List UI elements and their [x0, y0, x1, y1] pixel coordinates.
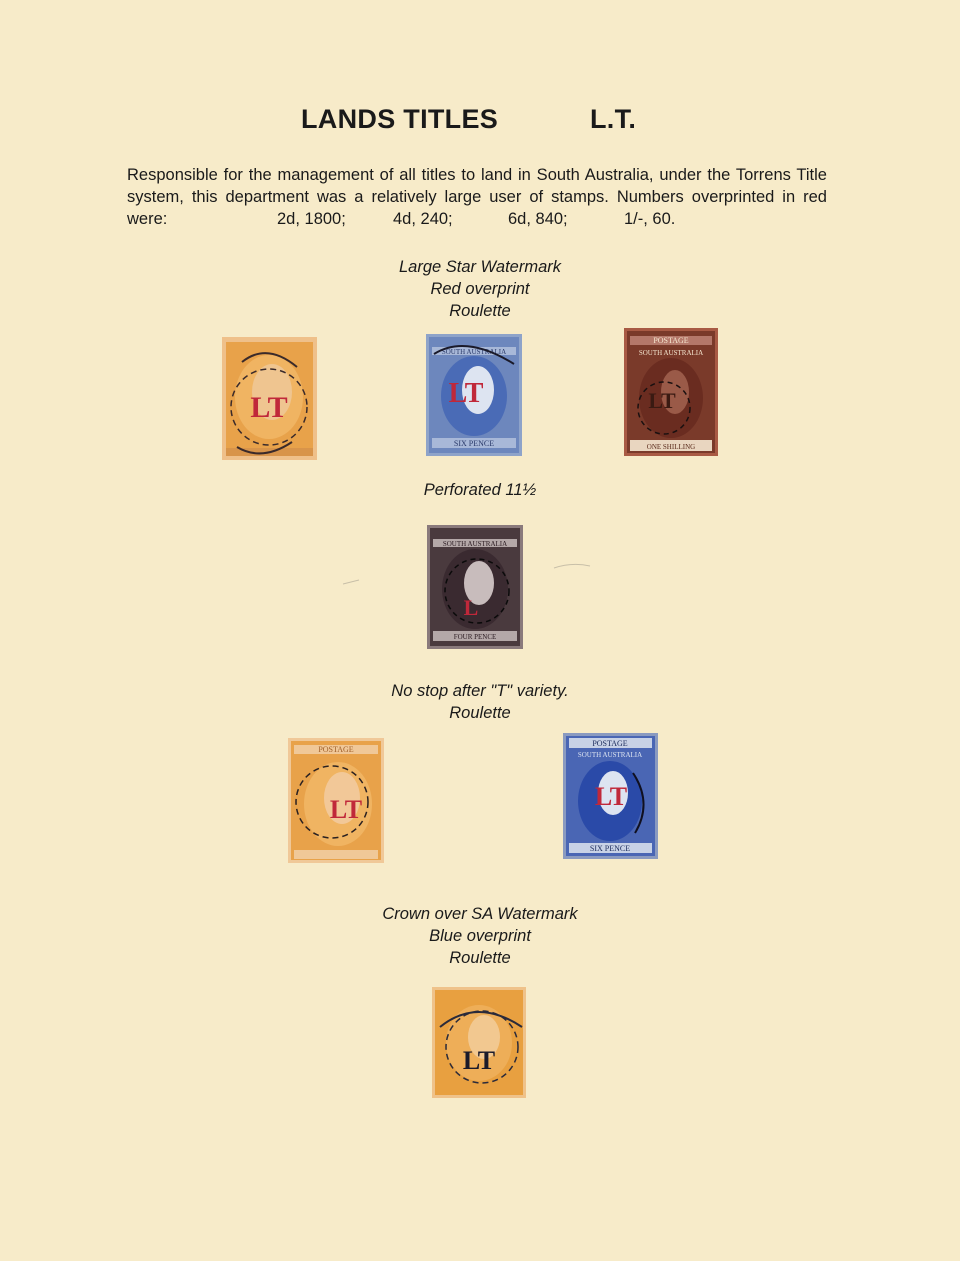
stamp-image — [432, 987, 526, 1098]
lt-overprint: LT — [648, 388, 676, 413]
stamp-image — [222, 337, 317, 460]
count-6d: 6d, 840; — [508, 210, 568, 228]
stamp-image — [624, 328, 718, 456]
overprint-counts — [0, 210, 960, 234]
stamp-2d-orange-no-stop — [288, 738, 384, 863]
lt-overprint: LT — [329, 795, 363, 824]
caption-crown-watermark — [330, 903, 630, 969]
stamp-6d-blue-red-lt — [426, 334, 522, 456]
caption-line: No stop after "T" variety. — [391, 682, 569, 700]
value-label: FOUR PENCE — [453, 633, 497, 641]
overprint-abbreviation: L.T. — [590, 104, 637, 134]
stamp-image — [288, 738, 384, 863]
stamp-2d-orange-red-lt — [222, 337, 317, 460]
country-label: SOUTH AUSTRALIA — [638, 349, 704, 357]
value-label: SIX PENCE — [453, 439, 495, 448]
page-smudge — [552, 560, 592, 572]
stamp-4d-purple-red-lt — [427, 525, 523, 649]
value-tablet — [294, 850, 378, 859]
page-title: LANDS TITLES — [301, 104, 499, 134]
postage-label: POSTAGE — [653, 336, 689, 345]
stamp-2d-orange-blue-lt — [432, 987, 526, 1098]
stamp-6d-blue-no-stop — [563, 733, 658, 859]
country-label: SOUTH AUSTRALIA — [577, 751, 643, 759]
intro-text: Responsible for the management of all titles to land in South Australia, under the Torrens Title system, this department was a relatively large user of stamps. Numbers overprinted in red were: — [127, 166, 827, 228]
stamp-image — [563, 733, 658, 859]
caption-line: Crown over SA Watermark — [382, 905, 578, 923]
caption-line: Blue overprint — [429, 927, 531, 945]
value-label: ONE SHILLING — [646, 443, 696, 451]
caption-large-star — [330, 256, 630, 322]
count-1s: 1/-, 60. — [624, 210, 676, 228]
lt-overprint: L — [463, 595, 479, 620]
stamp-image — [426, 334, 522, 456]
caption-line: Red overprint — [430, 280, 530, 298]
heading — [0, 104, 960, 144]
caption-line: Perforated 11½ — [423, 481, 537, 499]
caption-line: Roulette — [449, 949, 511, 967]
caption-perforated — [330, 479, 630, 501]
caption-line: Roulette — [449, 302, 511, 320]
count-4d: 4d, 240; — [393, 210, 453, 228]
lt-overprint: LT — [448, 378, 484, 409]
stamp-1s-brown-lt — [624, 328, 718, 456]
caption-line: Roulette — [449, 704, 511, 722]
count-2d: 2d, 1800; — [277, 210, 346, 228]
lt-overprint: LT — [594, 782, 628, 811]
caption-line: Large Star Watermark — [398, 258, 561, 276]
lt-overprint: LT — [250, 391, 288, 424]
country-label: SOUTH AUSTRALIA — [442, 540, 508, 548]
stamp-image — [427, 525, 523, 649]
postage-label: POSTAGE — [318, 745, 354, 754]
page-smudge — [341, 578, 361, 586]
value-label: SIX PENCE — [589, 844, 631, 853]
caption-no-stop — [330, 680, 630, 724]
country-label: SOUTH AUSTRALIA — [441, 348, 507, 356]
postage-label: POSTAGE — [592, 739, 628, 748]
lt-overprint: LT — [462, 1046, 496, 1075]
